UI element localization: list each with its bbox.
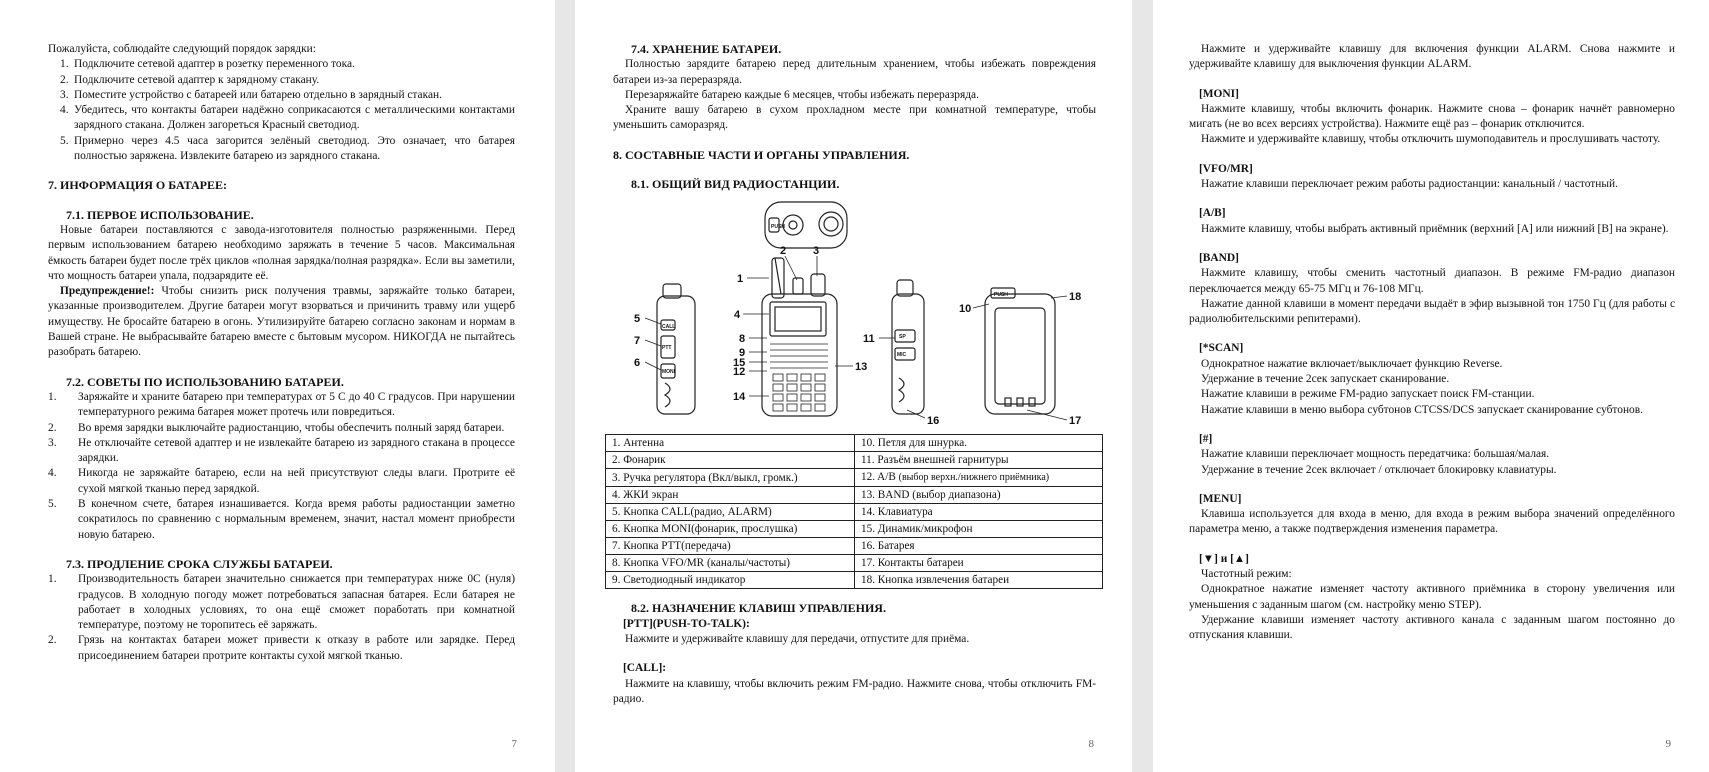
svg-text:8: 8	[739, 333, 746, 346]
table-row: 2. Фонарик 11. Разъём внешней гарнитуры	[606, 452, 1103, 469]
paragraph: Удержание в течение 2сек включает / отключает блокировку клавиатуры.	[1201, 463, 1557, 476]
key-title-scan: [*SCAN]	[1199, 342, 1244, 355]
svg-text:4: 4	[734, 309, 741, 322]
paragraph: Нажатие клавиши в режиме FM-радио запускает поиск FM-станции.	[1201, 388, 1535, 401]
battery-tips-list	[48, 390, 515, 543]
svg-text:17: 17	[1069, 415, 1082, 428]
key-title-menu: [MENU]	[1199, 492, 1242, 505]
paragraph: Полностью зарядите батарею перед длительным хранением, чтобы избежать повреждения батареи из-за переразряда.	[613, 58, 1096, 86]
battery-life-list	[48, 572, 515, 664]
section-title: 7. ИНФОРМАЦИЯ О БАТАРЕЕ:	[48, 178, 228, 193]
radio-back-view	[985, 288, 1055, 414]
paragraph: Нажмите клавишу, чтобы сменить частотный диапазон. В режиме FM-радио диапазон переключается между 65-75 МГц и 76-108 МГц.	[1189, 267, 1675, 295]
subsection-title: 8.1. ОБЩИЙ ВИД РАДИОСТАНЦИИ.	[631, 177, 840, 192]
table-row: 8. Кнопка VFO/MR (каналы/частоты) 17. Контакты батареи	[606, 555, 1103, 572]
svg-text:7: 7	[634, 335, 641, 348]
list-item: 2. Подключите сетевой адаптер к зарядному стакану.	[60, 73, 320, 86]
svg-text:13: 13	[855, 361, 868, 374]
paragraph: Нажмите и удерживайте клавишу, чтобы отключить шумоподавитель и прослушивать частоту.	[1201, 133, 1661, 146]
paragraph: Перезаряжайте батарею каждые 6 месяцев, чтобы избежать переразряда.	[625, 88, 979, 101]
svg-text:11: 11	[863, 333, 875, 346]
paragraph: Однократное нажатие включает/выключает функцию Reverse.	[1201, 357, 1503, 370]
paragraph: Частотный режим:	[1201, 568, 1292, 581]
subsection-title: 7.1. ПЕРВОЕ ИСПОЛЬЗОВАНИЕ.	[66, 207, 254, 222]
radio-diagram	[607, 198, 1097, 434]
paragraph: Нажатие клавиши переключает мощность передатчика: большая/малая.	[1201, 448, 1550, 461]
svg-text:6: 6	[634, 357, 641, 370]
list-item: 4. Никогда не заряжайте батарею, если на ней присутствуют следы влаги. Протрите её сухой мягкой тканью перед зарядкой.	[48, 467, 515, 495]
key-title-call: [CALL]:	[623, 662, 667, 675]
page-7	[0, 0, 555, 772]
svg-text:14: 14	[733, 391, 746, 404]
parts-table	[605, 434, 1103, 589]
paragraph: Нажатие клавиши в меню выбора субтонов CTCSS/DCS запускает сканирование субтонов.	[1201, 403, 1643, 416]
svg-text:15: 15	[733, 357, 746, 370]
charging-steps-list	[60, 57, 515, 164]
paragraph: Нажмите и удерживайте клавишу для передачи, отпустите для приёма.	[625, 632, 970, 645]
paragraph: Нажатие данной клавиши в момент передачи выдаёт в эфир вызывной тон 1750 Гц (для работы с радиолюбительскими репитерами).	[1189, 297, 1675, 326]
table-row: 1. Антенна 10. Петля для шнурка.	[606, 435, 1103, 452]
list-item: 1. Производительность батареи значительно снижается при температурах ниже 0С (нуля) градусов. В холодную погоду может потребоваться запасная батарея. Если батарея не работает в холодных условиях, то она ещё сможет поработать при комнатной температуре, поэтому не торопитесь её заряжать.	[48, 573, 515, 632]
key-title-hash: [#]	[1199, 432, 1213, 445]
paragraph: Удержание клавиши изменяет частоту активного канала с заданным шагом постоянно до отпускания клавиши.	[1189, 613, 1675, 642]
svg-text:10: 10	[959, 303, 972, 316]
svg-text:16: 16	[927, 415, 940, 428]
section-title: 8. СОСТАВНЫЕ ЧАСТИ И ОРГАНЫ УПРАВЛЕНИЯ.	[613, 147, 910, 162]
moni-label: MONI	[662, 369, 676, 376]
page-number: 9	[1665, 737, 1671, 750]
paragraph: Нажмите на клавишу, чтобы включить режим FM-радио. Нажмите снова, чтобы отключить FM-радио.	[613, 677, 1096, 705]
page-9	[1153, 0, 1709, 772]
sp-label: SP	[899, 334, 906, 341]
subsection-title: 8.2. НАЗНАЧЕНИЕ КЛАВИШ УПРАВЛЕНИЯ.	[631, 601, 886, 616]
subsection-title: 7.2. СОВЕТЫ ПО ИСПОЛЬЗОВАНИЮ БАТАРЕИ.	[66, 374, 344, 389]
table-row: 3. Ручка регулятора (Вкл/выкл, громк.) 12. A/B (выбор верхн./нижнего приёмника)	[606, 469, 1103, 487]
key-title-arrows: [▼] и [▲]	[1199, 552, 1249, 565]
list-item: 3. Поместите устройство с батареей или батарею отдельно в зарядный стакан.	[60, 88, 442, 101]
warning-label: Предупреждение!:	[60, 285, 155, 298]
warning-paragraph	[48, 284, 515, 360]
paragraph: Храните вашу батарею в сухом прохладном месте при комнатной температуре, чтобы уменьшить саморазряд.	[613, 104, 1096, 132]
svg-text:1: 1	[737, 273, 744, 286]
list-item: 1. Подключите сетевой адаптер в розетку переменного тока.	[60, 58, 355, 71]
ptt-label: PTT	[662, 345, 672, 352]
radio-front-view	[762, 258, 837, 416]
paragraph: Нажатие клавиши переключает режим работы радиостанции: канальный / частотный.	[1201, 178, 1618, 191]
subsection-title: 7.3. ПРОДЛЕНИЕ СРОКА СЛУЖБЫ БАТАРЕИ.	[66, 556, 333, 571]
paragraph: Нажмите клавишу, чтобы включить фонарик. Нажмите снова – фонарик начнёт равномерно мигать (не во всех версиях устройства). Нажмите ещё раз – фонарик отключится.	[1189, 102, 1675, 131]
table-row: 5. Кнопка CALL(радио, ALARM) 14. Клавиатура	[606, 504, 1103, 521]
call-label: CALL	[662, 324, 676, 331]
list-item: 5. Примерно через 4.5 часа загорится зелёный светодиод. Это означает, что батарея полностью заряжена. Извлеките батарею из зарядного стакана.	[60, 134, 515, 163]
list-item: 3. Не отключайте сетевой адаптер и не извлекайте батарею из зарядного стакана в процессе зарядки.	[48, 436, 515, 465]
list-item: 2. Во время зарядки выключайте радиостанцию, чтобы обеспечить полный заряд батареи.	[48, 421, 505, 434]
top-push-label: PUSH	[771, 224, 785, 231]
key-title-band: [BAND]	[1199, 251, 1239, 264]
paragraph: Однократное нажатие изменяет частоту активного приёмника в сторону увеличения или уменьшения с заданным шагом (см. настройку меню STEP).	[1189, 583, 1675, 611]
list-item: 2. Грязь на контактах батареи может привести к отказу в работе или зарядке. Перед присоединением батареи протрите контакты сухой мягкой тканью.	[48, 634, 515, 662]
push-label: PUSH	[994, 292, 1008, 299]
page-8	[575, 0, 1132, 772]
svg-text:5: 5	[634, 313, 641, 326]
table-row: 9. Светодиодный индикатор 18. Кнопка извлечения батареи	[606, 572, 1103, 589]
key-title-moni: [MONI]	[1199, 87, 1239, 100]
page-number: 8	[1088, 737, 1094, 750]
warning-text: Чтобы снизить риск получения травмы, заряжайте только батареи, указанные производителем. Другие батареи могут взорваться и причинить травму или ущерб имуществу. Не бросайте батарею в огонь. Утилизируйте батарею согласно законам и нормам в Вашей стране. Не выбрасывайте батарею вместе с бытовым мусором. НИКОГДА не пытайтесь разобрать батарею.	[48, 285, 515, 359]
svg-text:12: 12	[733, 366, 746, 379]
svg-text:9: 9	[739, 347, 746, 360]
key-title-ab: [A/B]	[1199, 207, 1226, 220]
charging-intro: Пожалуйста, соблюдайте следующий порядок зарядки:	[48, 43, 316, 55]
svg-text:2: 2	[780, 245, 787, 258]
subsection-title: 7.4. ХРАНЕНИЕ БАТАРЕИ.	[631, 42, 782, 56]
table-row: 7. Кнопка PTT(передача) 16. Батарея	[606, 538, 1103, 555]
radio-right-side-view	[892, 280, 924, 414]
paragraph: Удержание в течение 2сек запускает сканирование.	[1201, 373, 1450, 386]
key-title-ptt: [PTT](PUSH-TO-TALK):	[623, 617, 750, 630]
paragraph: Новые батареи поставляются с завода-изготовителя полностью разряженными. Перед первым использованием батарею необходимо заряжать в течение 5 часов. Максимальная ёмкость батареи будет после трёх циклов «полная зарядка/полная разрядка». Если вы заметили, что мощность батареи упала, подзарядите её.	[48, 223, 515, 282]
mic-label: MIC	[897, 352, 907, 359]
paragraph: Нажмите и удерживайте клавишу для включения функции ALARM. Снова нажмите и удерживайте клавишу для выключения функции ALARM.	[1189, 43, 1675, 71]
key-title-vfo: [VFO/MR]	[1199, 162, 1253, 175]
table-row: 6. Кнопка MONI(фонарик, прослушка) 15. Динамик/микрофон	[606, 521, 1103, 538]
svg-text:18: 18	[1069, 291, 1082, 304]
list-item: 1. Заряжайте и храните батарею при температурах от 5 С до 40 С градусов. При нарушении температурного режима батарея может протечь или повредиться.	[48, 390, 515, 419]
paragraph: Клавиша используется для входа в меню, для входа в режим выбора значений определённого параметра меню, а также подтверждения изменения параметра.	[1189, 508, 1675, 536]
table-row: 4. ЖКИ экран 13. BAND (выбор диапазона)	[606, 487, 1103, 504]
list-item: 4. Убедитесь, что контакты батареи надёжно соприкасаются с металлическими контактами зарядного стакана. Должен загореться Красный светодиод.	[60, 104, 515, 132]
paragraph: Нажмите клавишу, чтобы выбрать активный приёмник (верхний [A] или нижний [B] на экране).	[1201, 222, 1669, 235]
svg-text:3: 3	[813, 245, 820, 258]
page-number: 7	[511, 737, 517, 750]
list-item: 5. В конечном счете, батарея изнашивается. Когда время работы радиостанции заметно сократилось по сравнению с нормальным временем, значит, настал момент приобрести новую батарею.	[48, 498, 515, 541]
